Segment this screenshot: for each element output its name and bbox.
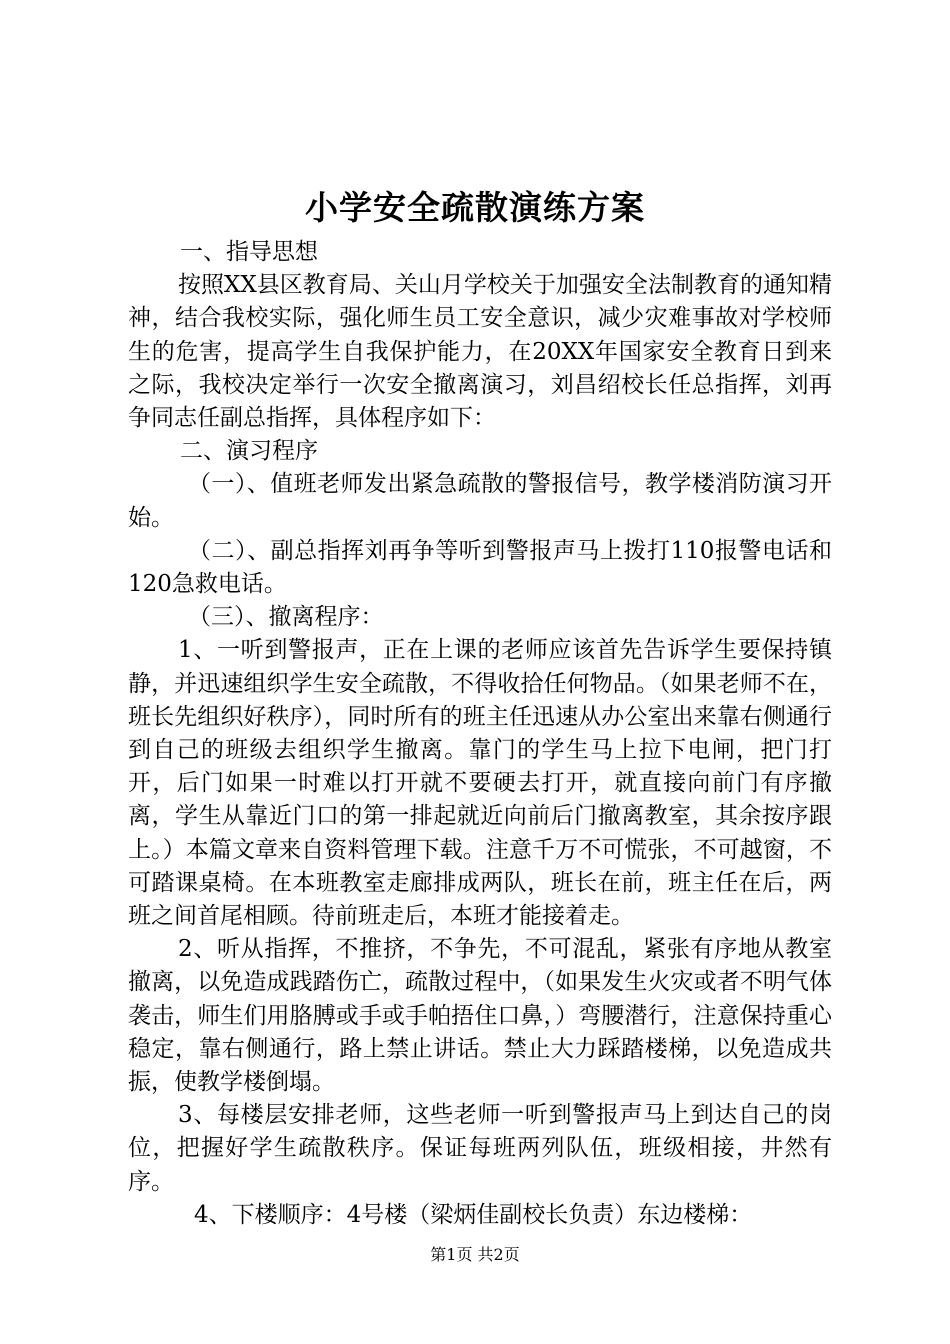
paragraph-item-3: 3、每楼层安排老师，这些老师一听到警报声马上到达自己的岗位，把握好学生疏散秩序。保证每班两列队伍，班级相接，井然有序。 [128, 1102, 832, 1195]
paragraph-step-1: （一）、值班老师发出紧急疏散的警报信号，教学楼消防演习开始。 [128, 471, 832, 531]
document-body [128, 236, 832, 1232]
paragraph-step-3-heading: （三）、撤离程序： [188, 604, 384, 631]
paragraph-step-2: （二）、副总指挥刘再争等听到警报声马上拨打110报警电话和120急救电话。 [128, 537, 832, 598]
paragraph-item-4: 4、下楼顺序：4号楼（梁炳佳副校长负责）东边楼梯： [194, 1201, 753, 1228]
page-number-footer: 第1页 共2页 [430, 1245, 520, 1264]
document-title: 小学安全疏散演练方案 [305, 188, 645, 227]
paragraph-item-1: 1、一听到警报声，正在上课的老师应该首先告诉学生要保持镇静，并迅速组织学生安全疏散，不得收拾任何物品。（如果老师不在，班长先组织好秩序），同时所有的班主任迅速从办公室出来靠右侧通行到自己的班级去组织学生撤离。靠门的学生马上拉下电闸，把门打开，后门如果一时难以打开就不要硬去打开，就直接向前门有序撤离，学生从靠近门口的第一排起就近向前后门撤离教室，其余按序跟上。）本篇文章来自资料管理下载。注意千万不可慌张，不可越窗，不可踏课桌椅。在本班教室走廊排成两队，班长在前，班主任在后，两班之间首尾相顾。待前班走后，本班才能接着走。 [128, 637, 832, 930]
paragraph-item-2: 2、听从指挥，不推挤，不争先，不可混乱，紧张有序地从教室撤离，以免造成践踏伤亡，疏散过程中，（如果发生火灾或者不明气体袭击，师生们用胳膊或手或手帕捂住口鼻，）弯腰潜行，注意保持重心稳定，靠右侧通行，路上禁止讲话。禁止大力踩踏楼梯，以免造成共振，使教学楼倒塌。 [128, 936, 832, 1096]
paragraph-guiding-thought: 按照XX县区教育局、关山月学校关于加强安全法制教育的通知精神，结合我校实际，强化师生员工安全意识，减少灾难事故对学校师生的危害，提高学生自我保护能力，在20XX年国家安全教育日到来之际，我校决定举行一次安全撤离演习，刘昌绍校长任总指挥，刘再争同志任副总指挥，具体程序如下： [128, 272, 832, 432]
section-heading-1: 一、指导思想 [180, 239, 318, 265]
section-heading-2: 二、演习程序 [180, 438, 318, 465]
